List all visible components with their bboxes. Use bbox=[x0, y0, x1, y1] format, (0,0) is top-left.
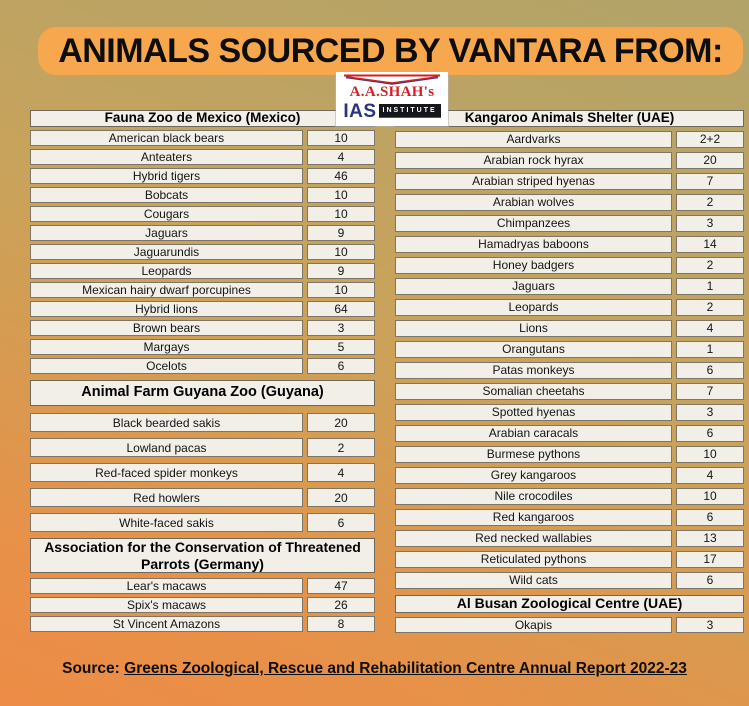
table-row bbox=[30, 130, 375, 146]
animal-count-cell: 13 bbox=[676, 530, 744, 547]
animal-name-cell: Red kangaroos bbox=[395, 509, 672, 526]
zoo-table bbox=[30, 110, 375, 374]
animal-name-cell: Okapis bbox=[395, 617, 672, 633]
animal-count-cell: 2 bbox=[676, 194, 744, 211]
table-row bbox=[395, 530, 744, 547]
title-banner bbox=[38, 27, 743, 75]
table-row bbox=[30, 358, 375, 374]
table-row bbox=[395, 341, 744, 358]
zoo-table-header: Al Busan Zoological Centre (UAE) bbox=[395, 595, 744, 613]
zoo-table bbox=[30, 380, 375, 532]
table-row bbox=[395, 362, 744, 379]
animal-name-cell: Chimpanzees bbox=[395, 215, 672, 232]
animal-count-cell: 10 bbox=[676, 446, 744, 463]
animal-count-cell: 6 bbox=[676, 362, 744, 379]
table-row bbox=[30, 463, 375, 482]
table-row bbox=[30, 488, 375, 507]
table-row bbox=[395, 320, 744, 337]
animal-name-cell: Hamadryas baboons bbox=[395, 236, 672, 253]
animal-count-cell: 5 bbox=[307, 339, 375, 355]
logo-text-aashahs: A.A.SHAH's bbox=[349, 84, 435, 100]
animal-name-cell: Bobcats bbox=[30, 187, 303, 203]
table-row bbox=[395, 173, 744, 190]
animal-name-cell: White-faced sakis bbox=[30, 513, 303, 532]
table-row bbox=[30, 413, 375, 432]
table-row bbox=[30, 225, 375, 241]
table-row bbox=[30, 187, 375, 203]
animal-count-cell: 2 bbox=[676, 299, 744, 316]
animal-name-cell: Orangutans bbox=[395, 341, 672, 358]
source-line bbox=[0, 660, 749, 678]
animal-count-cell: 6 bbox=[307, 358, 375, 374]
table-row bbox=[395, 617, 744, 633]
table-row bbox=[395, 383, 744, 400]
animal-name-cell: Cougars bbox=[30, 206, 303, 222]
animal-name-cell: Spix's macaws bbox=[30, 597, 303, 613]
animal-count-cell: 4 bbox=[676, 467, 744, 484]
zoo-table-header: Animal Farm Guyana Zoo (Guyana) bbox=[30, 380, 375, 406]
table-row bbox=[30, 339, 375, 355]
table-row bbox=[395, 131, 744, 148]
animal-name-cell: Aardvarks bbox=[395, 131, 672, 148]
table-row bbox=[30, 438, 375, 457]
table-row bbox=[30, 282, 375, 298]
animal-name-cell: Jaguars bbox=[395, 278, 672, 295]
table-row bbox=[30, 616, 375, 632]
table-row bbox=[30, 578, 375, 594]
table-row bbox=[395, 551, 744, 568]
animal-name-cell: American black bears bbox=[30, 130, 303, 146]
animal-name-cell: Arabian wolves bbox=[395, 194, 672, 211]
animal-name-cell: Black bearded sakis bbox=[30, 413, 303, 432]
table-row bbox=[30, 168, 375, 184]
table-row bbox=[30, 301, 375, 317]
right-tables-column bbox=[395, 110, 744, 633]
animal-count-cell: 4 bbox=[307, 463, 375, 482]
animal-count-cell: 10 bbox=[307, 282, 375, 298]
animal-count-cell: 26 bbox=[307, 597, 375, 613]
animal-name-cell: St Vincent Amazons bbox=[30, 616, 303, 632]
animal-count-cell: 1 bbox=[676, 341, 744, 358]
table-row bbox=[30, 263, 375, 279]
zoo-table-header: Fauna Zoo de Mexico (Mexico) bbox=[30, 110, 375, 127]
table-row bbox=[395, 467, 744, 484]
source-report-link[interactable]: Greens Zoological, Rescue and Rehabilitation Centre Annual Report 2022-23 bbox=[124, 660, 687, 677]
animal-name-cell: Patas monkeys bbox=[395, 362, 672, 379]
animal-name-cell: Burmese pythons bbox=[395, 446, 672, 463]
animal-count-cell: 3 bbox=[676, 617, 744, 633]
animal-count-cell: 8 bbox=[307, 616, 375, 632]
animal-name-cell: Red howlers bbox=[30, 488, 303, 507]
animal-count-cell: 47 bbox=[307, 578, 375, 594]
animal-count-cell: 20 bbox=[307, 488, 375, 507]
animal-name-cell: Hybrid tigers bbox=[30, 168, 303, 184]
animal-count-cell: 6 bbox=[676, 425, 744, 442]
animal-name-cell: Red necked wallabies bbox=[395, 530, 672, 547]
animal-count-cell: 6 bbox=[307, 513, 375, 532]
table-row bbox=[30, 513, 375, 532]
animal-name-cell: Arabian rock hyrax bbox=[395, 152, 672, 169]
table-row bbox=[30, 597, 375, 613]
animal-count-cell: 4 bbox=[676, 320, 744, 337]
animal-name-cell: Red-faced spider monkeys bbox=[30, 463, 303, 482]
table-row bbox=[395, 509, 744, 526]
table-row bbox=[395, 425, 744, 442]
animal-name-cell: Arabian striped hyenas bbox=[395, 173, 672, 190]
left-tables-column bbox=[30, 110, 375, 635]
animal-name-cell: Spotted hyenas bbox=[395, 404, 672, 421]
zoo-table-header: Association for the Conservation of Threatened Parrots (Germany) bbox=[30, 538, 375, 573]
animal-name-cell: Nile crocodiles bbox=[395, 488, 672, 505]
table-row bbox=[395, 446, 744, 463]
animal-name-cell: Jaguars bbox=[30, 225, 303, 241]
animal-name-cell: Honey badgers bbox=[395, 257, 672, 274]
table-row bbox=[395, 257, 744, 274]
animal-name-cell: Jaguarundis bbox=[30, 244, 303, 260]
animal-count-cell: 14 bbox=[676, 236, 744, 253]
table-row bbox=[395, 236, 744, 253]
animal-count-cell: 4 bbox=[307, 149, 375, 165]
animal-name-cell: Hybrid lions bbox=[30, 301, 303, 317]
zoo-table bbox=[30, 538, 375, 632]
animal-name-cell: Grey kangaroos bbox=[395, 467, 672, 484]
zoo-table bbox=[395, 110, 744, 589]
animal-count-cell: 17 bbox=[676, 551, 744, 568]
animal-count-cell: 2 bbox=[307, 438, 375, 457]
table-row bbox=[395, 572, 744, 589]
animal-count-cell: 7 bbox=[676, 173, 744, 190]
animal-count-cell: 2 bbox=[676, 257, 744, 274]
animal-count-cell: 1 bbox=[676, 278, 744, 295]
animal-name-cell: Lear's macaws bbox=[30, 578, 303, 594]
table-row bbox=[30, 320, 375, 336]
zoo-table-header: Kangaroo Animals Shelter (UAE) bbox=[395, 110, 744, 127]
animal-count-cell: 9 bbox=[307, 263, 375, 279]
table-row bbox=[30, 206, 375, 222]
table-row bbox=[395, 215, 744, 232]
animal-name-cell: Wild cats bbox=[395, 572, 672, 589]
animal-name-cell: Lowland pacas bbox=[30, 438, 303, 457]
animal-name-cell: Lions bbox=[395, 320, 672, 337]
animal-count-cell: 64 bbox=[307, 301, 375, 317]
animal-name-cell: Mexican hairy dwarf porcupines bbox=[30, 282, 303, 298]
animal-count-cell: 2+2 bbox=[676, 131, 744, 148]
animal-count-cell: 10 bbox=[307, 206, 375, 222]
animal-count-cell: 9 bbox=[307, 225, 375, 241]
animal-name-cell: Ocelots bbox=[30, 358, 303, 374]
source-label: Source: bbox=[62, 660, 125, 677]
table-row bbox=[395, 152, 744, 169]
animal-name-cell: Margays bbox=[30, 339, 303, 355]
animal-count-cell: 3 bbox=[676, 404, 744, 421]
animal-name-cell: Leopards bbox=[395, 299, 672, 316]
table-row bbox=[395, 404, 744, 421]
animal-name-cell: Arabian caracals bbox=[395, 425, 672, 442]
zoo-table bbox=[395, 595, 744, 633]
animal-count-cell: 3 bbox=[676, 215, 744, 232]
animal-count-cell: 3 bbox=[307, 320, 375, 336]
animal-name-cell: Leopards bbox=[30, 263, 303, 279]
animal-count-cell: 10 bbox=[307, 187, 375, 203]
animal-name-cell: Brown bears bbox=[30, 320, 303, 336]
animal-count-cell: 20 bbox=[676, 152, 744, 169]
table-row bbox=[30, 244, 375, 260]
animal-count-cell: 10 bbox=[307, 130, 375, 146]
table-row bbox=[395, 488, 744, 505]
animal-count-cell: 10 bbox=[307, 244, 375, 260]
page-title: ANIMALS SOURCED BY VANTARA FROM: bbox=[58, 31, 723, 70]
table-row bbox=[395, 194, 744, 211]
table-row bbox=[30, 149, 375, 165]
animal-name-cell: Reticulated pythons bbox=[395, 551, 672, 568]
logo-text-ias: IAS bbox=[343, 100, 377, 122]
animal-count-cell: 10 bbox=[676, 488, 744, 505]
ias-institute-logo bbox=[336, 72, 448, 126]
animal-name-cell: Somalian cheetahs bbox=[395, 383, 672, 400]
animal-name-cell: Anteaters bbox=[30, 149, 303, 165]
logo-text-institute: INSTITUTE bbox=[379, 104, 441, 118]
animal-count-cell: 6 bbox=[676, 509, 744, 526]
animal-count-cell: 6 bbox=[676, 572, 744, 589]
animal-count-cell: 46 bbox=[307, 168, 375, 184]
table-row bbox=[395, 299, 744, 316]
animal-count-cell: 7 bbox=[676, 383, 744, 400]
animal-count-cell: 20 bbox=[307, 413, 375, 432]
table-row bbox=[395, 278, 744, 295]
